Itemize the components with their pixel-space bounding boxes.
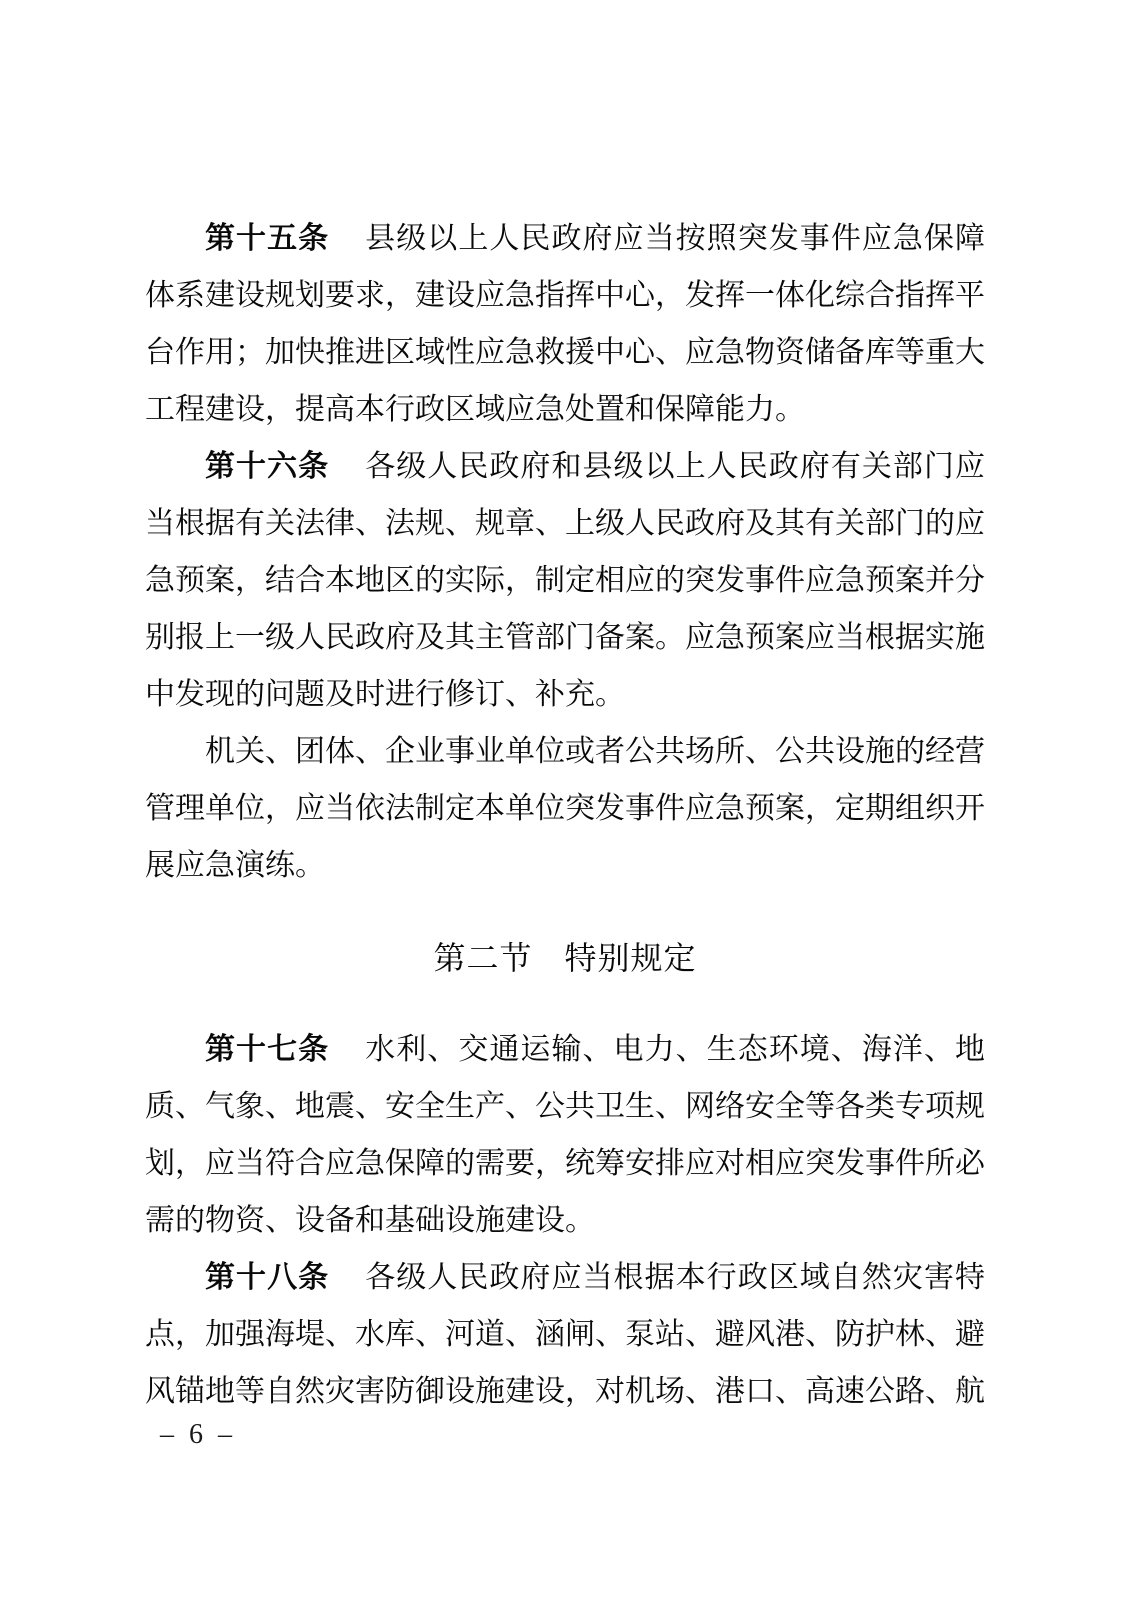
article-15-number: 第十五条 bbox=[205, 222, 330, 255]
article-17-number: 第十七条 bbox=[205, 1033, 330, 1066]
document-body bbox=[145, 210, 985, 1420]
article-18-text: 各级人民政府应当根据本行政区域自然灾害特点，加强海堤、水库、河道、涵闸、泵站、避风港、防护林、避风锚地等自然灾害防御设施建设，对机场、港口、高速公路、航 bbox=[145, 1261, 986, 1408]
section-heading-title: 特别规定 bbox=[564, 940, 697, 976]
article-16-text: 各级人民政府和县级以上人民政府有关部门应当根据有关法律、法规、规章、上级人民政府及其有关部门的应急预案，结合本地区的实际，制定相应的突发事件应急预案并分别报上一级人民政府及其主管部门备案。应急预案应当根据实施中发现的问题及时进行修订、补充。 bbox=[145, 450, 986, 711]
article-16-clause-2-text: 机关、团体、企业事业单位或者公共场所、公共设施的经营管理单位，应当依法制定本单位突发事件应急预案，定期组织开展应急演练。 bbox=[145, 735, 985, 882]
paragraph-article-18 bbox=[145, 1249, 985, 1420]
article-17-text: 水利、交通运输、电力、生态环境、海洋、地质、气象、地震、安全生产、公共卫生、网络安全等各类专项规划，应当符合应急保障的需要，统筹安排应对相应突发事件所必需的物资、设备和基础设施建设。 bbox=[145, 1033, 986, 1237]
paragraph-article-17 bbox=[145, 1021, 985, 1249]
article-16-number: 第十六条 bbox=[205, 450, 330, 483]
page-number: – 6 – bbox=[160, 1419, 236, 1450]
article-15-text: 县级以上人民政府应当按照突发事件应急保障体系建设规划要求，建设应急指挥中心，发挥一体化综合指挥平台作用；加快推进区域性应急救援中心、应急物资储备库等重大工程建设，提高本行政区域应急处置和保障能力。 bbox=[145, 222, 986, 426]
section-heading-label: 第二节 bbox=[433, 940, 533, 976]
section-heading bbox=[145, 930, 985, 987]
paragraph-article-16 bbox=[145, 438, 985, 723]
paragraph-article-16-clause-2 bbox=[145, 723, 985, 894]
paragraph-article-15 bbox=[145, 210, 985, 438]
article-18-number: 第十八条 bbox=[205, 1261, 330, 1294]
